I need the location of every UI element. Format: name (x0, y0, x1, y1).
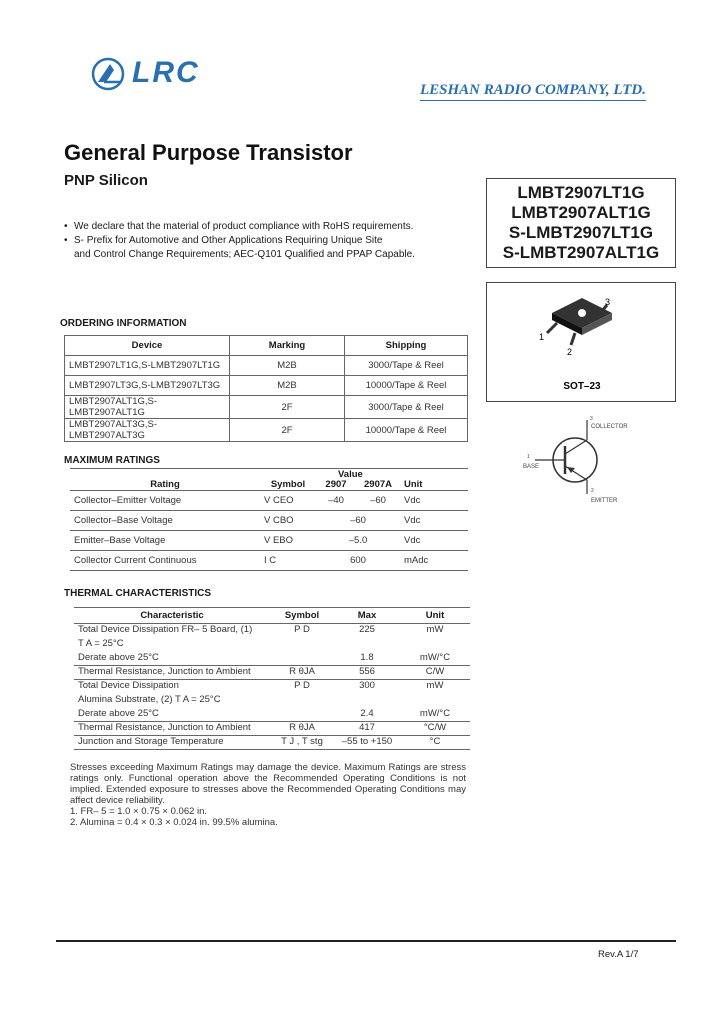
table-row: Junction and Storage Temperature T J , T stg –55 to +150 °C (74, 736, 470, 750)
part-number: S-LMBT2907LT1G (508, 223, 654, 242)
column-header: Max (334, 608, 400, 624)
thermal-heading: THERMAL CHARACTERISTICS (64, 588, 212, 599)
table-row: Collector Current Continuous I C 600 mAdc (70, 551, 468, 571)
pin-label: 1 (539, 332, 545, 342)
table-row: LMBT2907ALT1G,S-LMBT2907ALT1G 2F 3000/Tape & Reel (65, 396, 468, 419)
table-row: Collector–Base Voltage V CBO –60 Vdc (70, 511, 468, 531)
notes (70, 762, 466, 828)
note-2: 2. Alumina = 0.4 × 0.3 × 0.024 in. 99.5% alumina. (70, 817, 278, 828)
column-header: Shipping (345, 336, 468, 356)
ordering-table (64, 335, 468, 442)
table-row: LMBT2907LT1G,S-LMBT2907LT1G M2B 3000/Tape & Reel (65, 356, 468, 376)
column-header: 2907A (356, 469, 400, 491)
pin-label: 2 (567, 347, 573, 357)
emitter-label: EMITTER (591, 498, 618, 504)
column-header: Characteristic (74, 608, 270, 624)
sot23-package-icon (487, 283, 677, 403)
part-number-box (486, 178, 676, 268)
collector-label: COLLECTOR (591, 424, 628, 430)
part-number: LMBT2907ALT1G (511, 203, 651, 222)
revision-page: Rev.A 1/7 (598, 949, 639, 960)
stress-warning: Stresses exceeding Maximum Ratings may damage the device. Maximum Ratings are stress ratings only. Functional operation above the Recommended Operating Conditions is not implied. Extended exposure to stresses above the Recommended Operating Conditions may affect device reliability. (70, 762, 466, 806)
table-row: T A = 25°C (78, 637, 124, 649)
logo-emblem-icon (90, 56, 130, 96)
column-header: Rating (70, 469, 260, 491)
table-row: Alumina Substrate, (2) T A = 25°C (78, 693, 221, 705)
company-name: LESHAN RADIO COMPANY, LTD. (420, 82, 646, 101)
list-item: • We declare that the material of product compliance with RoHS requirements. (64, 221, 414, 232)
ordering-heading: ORDERING INFORMATION (60, 318, 187, 329)
max-ratings-heading: MAXIMUM RATINGS (64, 455, 160, 466)
feature-list (64, 220, 415, 262)
table-row: LMBT2907ALT3G,S-LMBT2907ALT3G 2F 10000/Tape & Reel (65, 419, 468, 442)
page-subtitle: PNP Silicon (64, 172, 148, 189)
footer-divider (56, 940, 676, 942)
table-row: Total Device Dissipation P D 300 mW (74, 680, 470, 694)
list-item: and Control Change Requirements; AEC-Q101 Qualified and PPAP Capable. (74, 249, 415, 260)
svg-text:1: 1 (527, 454, 530, 460)
thermal-table (74, 607, 470, 750)
svg-text:3: 3 (590, 416, 593, 422)
table-row: Derate above 25°C 1.8 mW/°C (74, 652, 470, 666)
list-item: • S- Prefix for Automotive and Other Applications Requiring Unique Site (64, 235, 383, 246)
part-number: S-LMBT2907ALT1G (502, 243, 660, 262)
max-ratings-table (70, 468, 468, 571)
note-1: 1. FR– 5 = 1.0 × 0.75 × 0.062 in. (70, 806, 208, 817)
package-box (486, 282, 676, 402)
pnp-transistor-symbol-icon (505, 412, 645, 512)
table-row: Total Device Dissipation FR– 5 Board, (1) P D 225 mW (74, 624, 470, 638)
table-row: Derate above 25°C 2.4 mW/°C (74, 708, 470, 722)
table-row: Collector–Emitter Voltage V CEO –40 –60 Vdc (70, 491, 468, 511)
table-row: Thermal Resistance, Junction to Ambient R θJA 556 C/W (74, 666, 470, 680)
logo-text: LRC (132, 56, 200, 89)
pin-label: 3 (605, 297, 611, 307)
table-row: Thermal Resistance, Junction to Ambient R θJA 417 °C/W (74, 722, 470, 736)
base-label: BASE (523, 464, 540, 470)
column-header: 2907 (325, 479, 347, 490)
column-header: Unit (400, 469, 468, 491)
package-name: SOT–23 (563, 381, 601, 392)
column-header: Symbol (260, 469, 316, 491)
table-row: Emitter–Base Voltage V EBO –5.0 Vdc (70, 531, 468, 551)
svg-text:2: 2 (591, 488, 594, 494)
value-label: Value (338, 469, 363, 480)
table-row: LMBT2907LT3G,S-LMBT2907LT3G M2B 10000/Tape & Reel (65, 376, 468, 396)
column-header: Unit (400, 608, 470, 624)
company-logo (90, 56, 220, 96)
column-header: Symbol (270, 608, 334, 624)
column-header: Marking (230, 336, 345, 356)
column-header: Device (65, 336, 230, 356)
part-number: LMBT2907LT1G (517, 183, 645, 202)
page-title: General Purpose Transistor (64, 140, 353, 165)
